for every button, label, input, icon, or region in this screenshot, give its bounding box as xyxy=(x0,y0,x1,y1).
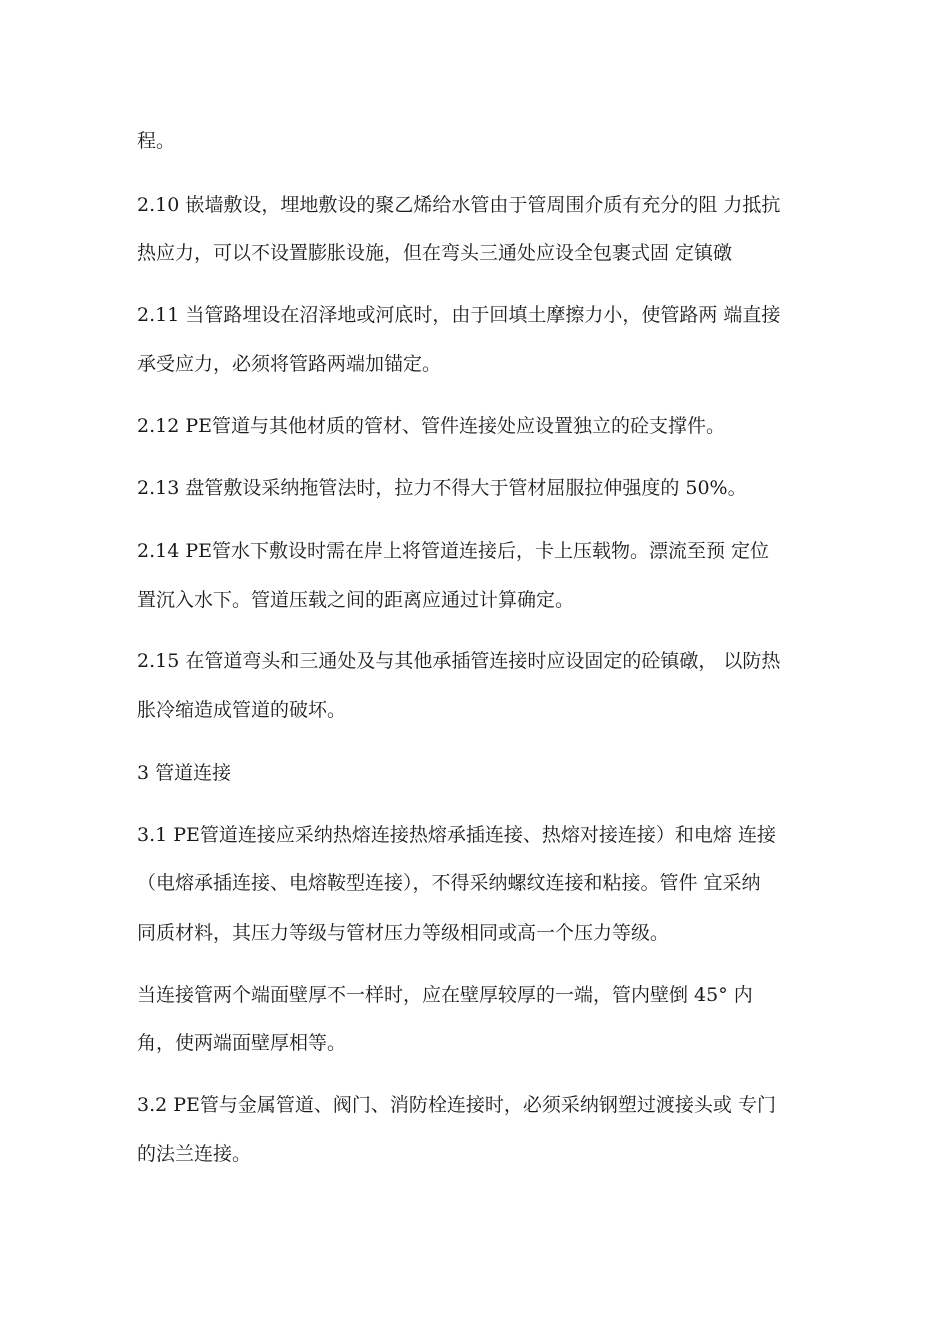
text-line: 置沉入水下。管道压载之间的距离应通过计算确定。 xyxy=(137,589,575,611)
text-line: 当连接管两个端面壁厚不一样时，应在壁厚较厚的一端，管内壁倒 45° 内 xyxy=(137,984,753,1006)
text-line: 2.13 盘管敷设采纳拖管法时，拉力不得大于管材屈服拉伸强度的 50%。 xyxy=(137,477,747,499)
text-line: 3.2 PE管与金属管道、阀门、消防栓连接时，必须采纳钢塑过渡接头或 专门 xyxy=(137,1094,776,1116)
text-line: 角，使两端面壁厚相等。 xyxy=(137,1032,347,1054)
text-line: 程。 xyxy=(137,130,176,152)
text-line: 同质材料，其压力等级与管材压力等级相同或高一个压力等级。 xyxy=(137,922,670,944)
text-line: （电熔承插连接、电熔鞍型连接），不得采纳螺纹连接和粘接。管件 宜采纳 xyxy=(137,872,761,894)
text-line: 2.10 嵌墙敷设，埋地敷设的聚乙烯给水管由于管周围介质有充分的阻 力抵抗 xyxy=(137,194,781,216)
text-line: 2.11 当管路埋设在沼泽地或河底时，由于回填土摩擦力小，使管路两 端直接 xyxy=(137,304,781,326)
text-line: 3.1 PE管道连接应采纳热熔连接热熔承插连接、热熔对接连接）和电熔 连接 xyxy=(137,824,776,846)
text-line: 2.15 在管道弯头和三通处及与其他承插管连接时应设固定的砼镇礅， 以防热 xyxy=(137,650,781,672)
text-line: 胀冷缩造成管道的破坏。 xyxy=(137,699,347,721)
text-line: 的法兰连接。 xyxy=(137,1143,252,1165)
text-line: 承受应力，必须将管路两端加锚定。 xyxy=(137,353,442,375)
text-line: 热应力，可以不设置膨胀设施，但在弯头三通处应设全包裹式固 定镇礅 xyxy=(137,242,733,264)
section-heading: 3 管道连接 xyxy=(137,762,232,784)
text-line: 2.12 PE管道与其他材质的管材、管件连接处应设置独立的砼支撑件。 xyxy=(137,415,725,437)
text-line: 2.14 PE管水下敷设时需在岸上将管道连接后，卡上压载物。漂流至预 定位 xyxy=(137,540,770,562)
